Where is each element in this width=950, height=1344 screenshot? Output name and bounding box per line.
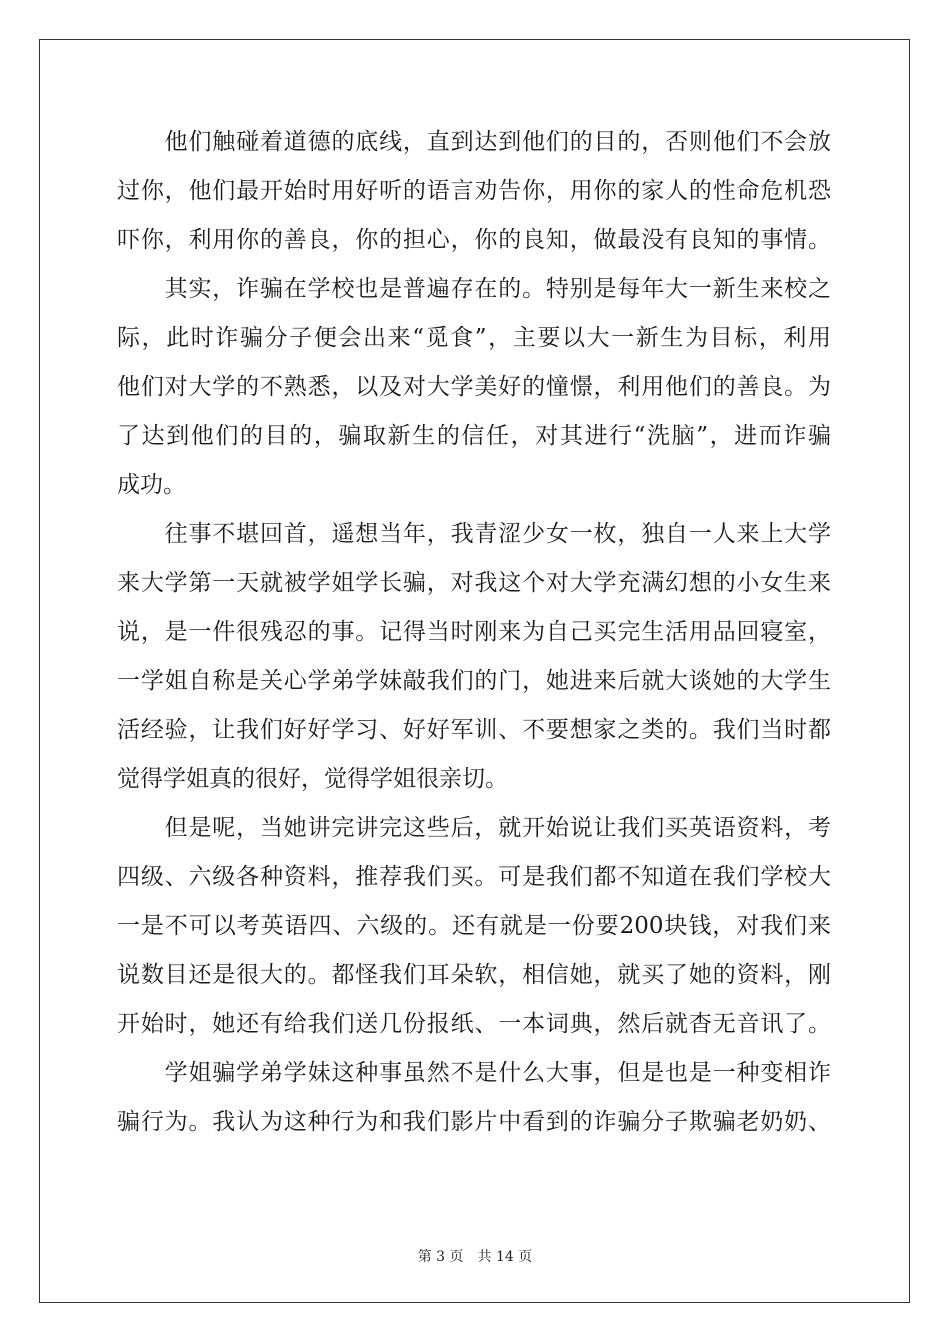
text-line: 际，此时诈骗分子便会出来“觅食”，主要以大一新生为目标，利用 [117, 325, 831, 351]
text-line: 了达到他们的目的，骗取新生的信任，对其进行“洗脑”，进而诈骗 [117, 423, 831, 449]
text-line: 说，是一件很残忍的事。记得当时刚来为自己买完生活用品回寝室， [117, 619, 831, 645]
text-line: 说数目还是很大的。都怪我们耳朵软，相信她，就买了她的资料，刚 [117, 962, 831, 988]
text-line: 活经验，让我们好好学习、好好军训、不要想家之类的。我们当时都 [117, 717, 831, 743]
page-footer [0, 1246, 950, 1266]
text-line: 骗行为。我认为这种行为和我们影片中看到的诈骗分子欺骗老奶奶、 [117, 1109, 831, 1135]
page-total: 共 14 页 [477, 1249, 533, 1265]
page-number: 第 3 页 [417, 1249, 464, 1265]
text-line: 一学姐自称是关心学弟学妹敲我们的门，她进来后就大谈她的大学生 [117, 668, 831, 694]
text-line: 学姐骗学弟学妹这种事虽然不是什么大事，但是也是一种变相诈 [117, 1060, 831, 1086]
text-line: 吓你，利用你的善良，你的担心，你的良知，做最没有良知的事情。 [117, 227, 831, 253]
text-line: 往事不堪回首，遥想当年，我青涩少女一枚，独自一人来上大学 [117, 521, 831, 547]
text-line: 一是不可以考英语四、六级的。还有就是一份要200块钱，对我们来 [117, 913, 831, 939]
text-line: 其实，诈骗在学校也是普遍存在的。特别是每年大一新生来校之 [117, 276, 831, 302]
text-line: 觉得学姐真的很好，觉得学姐很亲切。 [117, 766, 508, 792]
text-line: 成功。 [117, 472, 186, 498]
text-line: 他们对大学的不熟悉，以及对大学美好的憧憬，利用他们的善良。为 [117, 374, 831, 400]
text-line: 他们触碰着道德的底线，直到达到他们的目的，否则他们不会放 [117, 129, 831, 155]
text-line: 但是呢，当她讲完讲完这些后，就开始说让我们买英语资料，考 [117, 815, 831, 841]
text-line: 四级、六级各种资料，推荐我们买。可是我们都不知道在我们学校大 [117, 864, 831, 890]
text-line: 来大学第一天就被学姐学长骗，对我这个对大学充满幻想的小女生来 [117, 570, 831, 596]
text-line: 开始时，她还有给我们送几份报纸、一本词典，然后就杳无音讯了。 [117, 1011, 831, 1037]
text-line: 过你，他们最开始时用好听的语言劝告你，用你的家人的性命危机恐 [117, 178, 831, 204]
